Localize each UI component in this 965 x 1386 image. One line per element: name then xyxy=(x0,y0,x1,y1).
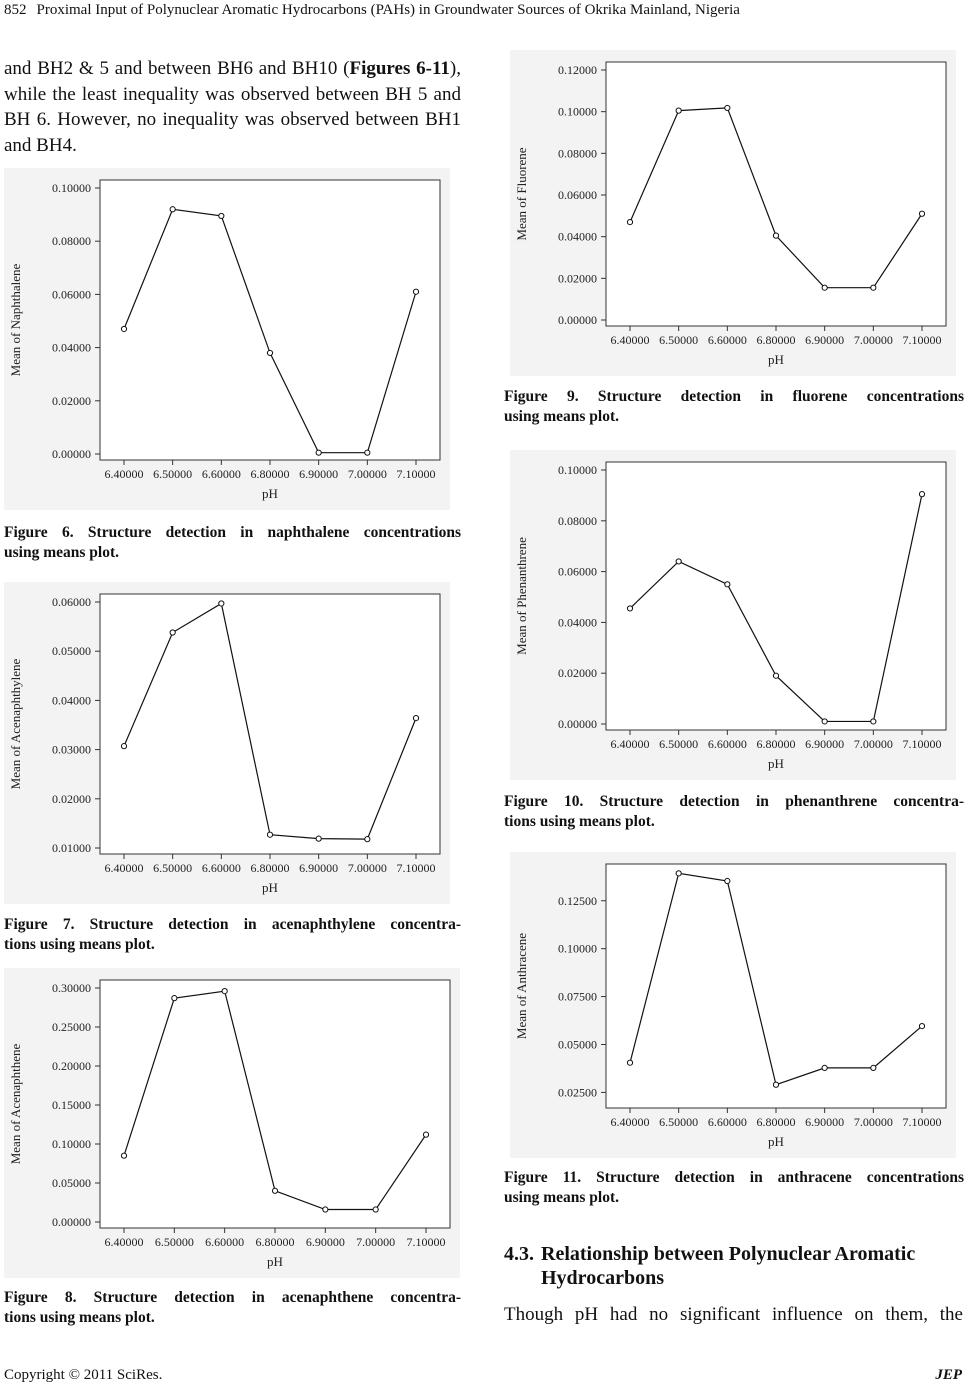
data-point xyxy=(423,1132,428,1137)
acenaphthylene-means-plot xyxy=(4,582,450,904)
x-tick-label: 6.60000 xyxy=(201,861,241,875)
y-tick-label: 0.08000 xyxy=(52,234,91,249)
data-point xyxy=(773,1082,778,1087)
figure-11-caption-line1: Figure 11. Structure detection in anthracene concentrations xyxy=(504,1169,964,1186)
page-footer xyxy=(4,1367,962,1384)
figure-9-caption-line2: using means plot. xyxy=(504,408,619,425)
y-tick-label: 0.10000 xyxy=(52,181,91,195)
data-point xyxy=(871,1065,876,1070)
y-tick-label: 0.02500 xyxy=(558,1085,597,1100)
data-point xyxy=(822,1065,827,1070)
section-heading xyxy=(504,1242,964,1290)
x-tick-label: 6.40000 xyxy=(610,737,650,751)
figure-8-caption xyxy=(4,1288,461,1328)
section-title-line1: Relationship between Polynuclear Aromatic xyxy=(541,1243,916,1265)
data-point xyxy=(267,832,272,837)
y-tick-label: 0.15000 xyxy=(52,1098,91,1112)
journal-name: JEP xyxy=(935,1367,962,1383)
y-tick-label: 0.00000 xyxy=(52,447,91,461)
x-tick-label: 6.40000 xyxy=(104,1235,144,1249)
y-axis-label: Mean of Naphthalene xyxy=(8,263,23,377)
data-point xyxy=(316,450,321,455)
plot-frame xyxy=(100,594,440,854)
x-tick-label: 6.80000 xyxy=(255,1235,295,1249)
data-point xyxy=(267,350,272,355)
y-tick-label: 0.00000 xyxy=(52,1215,91,1229)
y-tick-label: 0.01000 xyxy=(52,841,91,855)
data-point xyxy=(121,1153,126,1158)
intro-paragraph xyxy=(4,56,461,158)
x-tick-label: 6.50000 xyxy=(154,1235,194,1249)
body-text: Though pH had no significant influence on them, the xyxy=(504,1304,963,1325)
data-point xyxy=(170,207,175,212)
x-tick-label: 6.80000 xyxy=(756,333,796,347)
figure-10-caption-line2: tions using means plot. xyxy=(504,813,655,830)
y-tick-label: 0.06000 xyxy=(52,287,91,302)
x-tick-label: 7.00000 xyxy=(853,333,893,347)
x-tick-label: 6.80000 xyxy=(756,1115,796,1129)
y-tick-label: 0.00000 xyxy=(558,717,597,731)
x-tick-label: 6.60000 xyxy=(707,333,747,347)
intro-text-end: ), while the least inequality was observed between BH 5 and BH 6. However, no inequality was observed between BH1 and BH4. xyxy=(4,58,461,156)
figure-8-caption-line1: Figure 8. Structure detection in acenaphthene concentra- xyxy=(4,1289,461,1306)
phenanthrene-means-plot xyxy=(510,450,956,780)
x-axis-label: pH xyxy=(267,1254,283,1269)
y-axis-label: Mean of Anthracene xyxy=(514,932,529,1040)
figure-10 xyxy=(510,450,956,780)
naphthalene-means-plot xyxy=(4,168,450,510)
y-axis-label: Mean of Fluorene xyxy=(514,147,529,241)
figure-6-caption-line1: Figure 6. Structure detection in naphthalene concentrations xyxy=(4,524,461,541)
y-tick-label: 0.02000 xyxy=(52,393,91,408)
figure-9 xyxy=(510,50,956,376)
data-point xyxy=(316,836,321,841)
y-tick-label: 0.02000 xyxy=(558,271,597,286)
figures-reference: Figures 6-11 xyxy=(349,58,450,79)
y-tick-label: 0.05000 xyxy=(558,1037,597,1052)
x-tick-label: 6.80000 xyxy=(756,737,796,751)
y-tick-label: 0.02000 xyxy=(52,791,91,806)
figure-7-caption xyxy=(4,915,461,955)
running-header xyxy=(4,2,954,19)
data-point xyxy=(919,492,924,497)
y-tick-label: 0.12000 xyxy=(558,63,597,77)
data-point xyxy=(822,719,827,724)
figure-9-caption xyxy=(504,387,964,427)
x-tick-label: 6.60000 xyxy=(201,467,241,481)
y-tick-label: 0.04000 xyxy=(558,229,597,244)
x-tick-label: 7.00000 xyxy=(853,1115,893,1129)
x-tick-label: 6.90000 xyxy=(299,861,339,875)
y-tick-label: 0.08000 xyxy=(558,513,597,528)
figure-11 xyxy=(510,852,956,1158)
x-tick-label: 6.90000 xyxy=(305,1235,345,1249)
y-tick-label: 0.20000 xyxy=(52,1059,91,1073)
data-point xyxy=(219,601,224,606)
plot-frame xyxy=(606,864,946,1108)
figure-10-caption xyxy=(504,792,964,832)
y-tick-label: 0.10000 xyxy=(52,1137,91,1151)
x-tick-label: 6.90000 xyxy=(805,333,845,347)
y-tick-label: 0.06000 xyxy=(52,595,91,609)
data-point xyxy=(413,289,418,294)
data-point xyxy=(627,219,632,224)
data-point xyxy=(172,996,177,1001)
figure-6-caption-line2: using means plot. xyxy=(4,544,119,561)
x-axis-label: pH xyxy=(768,756,784,771)
x-tick-label: 6.50000 xyxy=(659,333,699,347)
x-tick-label: 7.00000 xyxy=(347,467,387,481)
x-tick-label: 6.60000 xyxy=(707,1115,747,1129)
data-point xyxy=(773,673,778,678)
y-tick-label: 0.05000 xyxy=(52,1176,91,1190)
intro-text-start: and BH2 & 5 and between BH6 and BH10 ( xyxy=(4,58,350,79)
y-axis-label: Mean of Acenaphthylene xyxy=(8,658,23,790)
copyright-notice: Copyright © 2011 SciRes. xyxy=(4,1367,163,1383)
data-point xyxy=(219,213,224,218)
data-point xyxy=(822,285,827,290)
x-tick-label: 6.90000 xyxy=(299,467,339,481)
acenaphthene-means-plot xyxy=(4,968,460,1278)
data-point xyxy=(919,1024,924,1029)
figure-8-caption-line2: tions using means plot. xyxy=(4,1309,155,1326)
figure-9-caption-line1: Figure 9. Structure detection in fluorene concentrations xyxy=(504,388,964,405)
y-tick-label: 0.06000 xyxy=(558,564,597,579)
data-point xyxy=(323,1207,328,1212)
data-point xyxy=(871,285,876,290)
y-axis-label: Mean of Acenaphthene xyxy=(8,1043,23,1165)
data-point xyxy=(627,1060,632,1065)
x-tick-label: 6.50000 xyxy=(659,737,699,751)
data-point xyxy=(365,837,370,842)
data-point xyxy=(773,233,778,238)
x-tick-label: 6.90000 xyxy=(805,1115,845,1129)
page-number: 852 xyxy=(4,2,27,18)
running-title: Proximal Input of Polynuclear Aromatic Hydrocarbons (PAHs) in Groundwater Sources of Okrika Mainland, Nigeria xyxy=(36,2,740,18)
y-tick-label: 0.25000 xyxy=(52,1020,91,1034)
x-tick-label: 6.50000 xyxy=(153,467,193,481)
x-tick-label: 7.10000 xyxy=(902,1115,942,1129)
data-point xyxy=(413,716,418,721)
data-point xyxy=(272,1188,277,1193)
figure-11-caption xyxy=(504,1168,964,1208)
figure-10-caption-line1: Figure 10. Structure detection in phenanthrene concentra- xyxy=(504,793,964,810)
plot-frame xyxy=(606,462,946,730)
y-tick-label: 0.03000 xyxy=(52,742,91,757)
data-point xyxy=(676,559,681,564)
figure-7 xyxy=(4,582,450,904)
data-point xyxy=(676,871,681,876)
x-tick-label: 7.10000 xyxy=(396,467,436,481)
y-tick-label: 0.10000 xyxy=(558,104,597,119)
x-tick-label: 7.00000 xyxy=(853,737,893,751)
section-number: 4.3. xyxy=(504,1243,534,1265)
x-tick-label: 6.40000 xyxy=(104,861,144,875)
x-tick-label: 6.60000 xyxy=(205,1235,245,1249)
y-tick-label: 0.04000 xyxy=(52,693,91,708)
y-tick-label: 0.04000 xyxy=(52,340,91,355)
x-tick-label: 6.90000 xyxy=(805,737,845,751)
figure-8 xyxy=(4,968,460,1278)
figure-6 xyxy=(4,168,450,510)
x-tick-label: 6.80000 xyxy=(250,861,290,875)
plot-frame xyxy=(100,180,440,460)
y-tick-label: 0.00000 xyxy=(558,313,597,327)
plot-frame xyxy=(606,62,946,326)
x-tick-label: 7.10000 xyxy=(406,1235,446,1249)
data-point xyxy=(222,989,227,994)
x-tick-label: 6.50000 xyxy=(659,1115,699,1129)
data-point xyxy=(121,744,126,749)
y-tick-label: 0.02000 xyxy=(558,666,597,681)
data-point xyxy=(121,326,126,331)
figure-6-caption xyxy=(4,523,461,563)
x-tick-label: 7.00000 xyxy=(347,861,387,875)
y-tick-label: 0.08000 xyxy=(558,146,597,161)
y-tick-label: 0.10000 xyxy=(558,463,597,477)
data-point xyxy=(919,211,924,216)
data-point xyxy=(365,450,370,455)
y-axis-label: Mean of Phenanthrene xyxy=(514,537,529,655)
y-tick-label: 0.12500 xyxy=(558,893,597,908)
data-point xyxy=(676,108,681,113)
x-tick-label: 6.40000 xyxy=(104,467,144,481)
x-axis-label: pH xyxy=(768,1134,784,1149)
section-title-line2: Hydrocarbons xyxy=(541,1267,664,1289)
x-axis-label: pH xyxy=(262,880,278,895)
x-tick-label: 6.40000 xyxy=(610,1115,650,1129)
data-point xyxy=(725,582,730,587)
x-tick-label: 7.10000 xyxy=(396,861,436,875)
x-tick-label: 7.10000 xyxy=(902,737,942,751)
x-tick-label: 6.40000 xyxy=(610,333,650,347)
y-tick-label: 0.10000 xyxy=(558,941,597,956)
x-axis-label: pH xyxy=(262,486,278,501)
x-tick-label: 7.10000 xyxy=(902,333,942,347)
data-point xyxy=(627,606,632,611)
y-tick-label: 0.04000 xyxy=(558,615,597,630)
anthracene-means-plot xyxy=(510,852,956,1158)
data-point xyxy=(170,630,175,635)
data-point xyxy=(725,878,730,883)
data-point xyxy=(871,719,876,724)
fluorene-means-plot xyxy=(510,50,956,376)
figure-7-caption-line1: Figure 7. Structure detection in acenaphthylene concentra- xyxy=(4,916,461,933)
x-tick-label: 6.60000 xyxy=(707,737,747,751)
data-point xyxy=(725,105,730,110)
y-tick-label: 0.05000 xyxy=(52,644,91,659)
data-point xyxy=(373,1207,378,1212)
y-tick-label: 0.30000 xyxy=(52,981,91,995)
x-tick-label: 6.50000 xyxy=(153,861,193,875)
figure-7-caption-line2: tions using means plot. xyxy=(4,936,155,953)
x-axis-label: pH xyxy=(768,352,784,367)
y-tick-label: 0.07500 xyxy=(558,989,597,1004)
y-tick-label: 0.06000 xyxy=(558,188,597,202)
x-tick-label: 7.00000 xyxy=(356,1235,396,1249)
x-tick-label: 6.80000 xyxy=(250,467,290,481)
figure-11-caption-line2: using means plot. xyxy=(504,1189,619,1206)
